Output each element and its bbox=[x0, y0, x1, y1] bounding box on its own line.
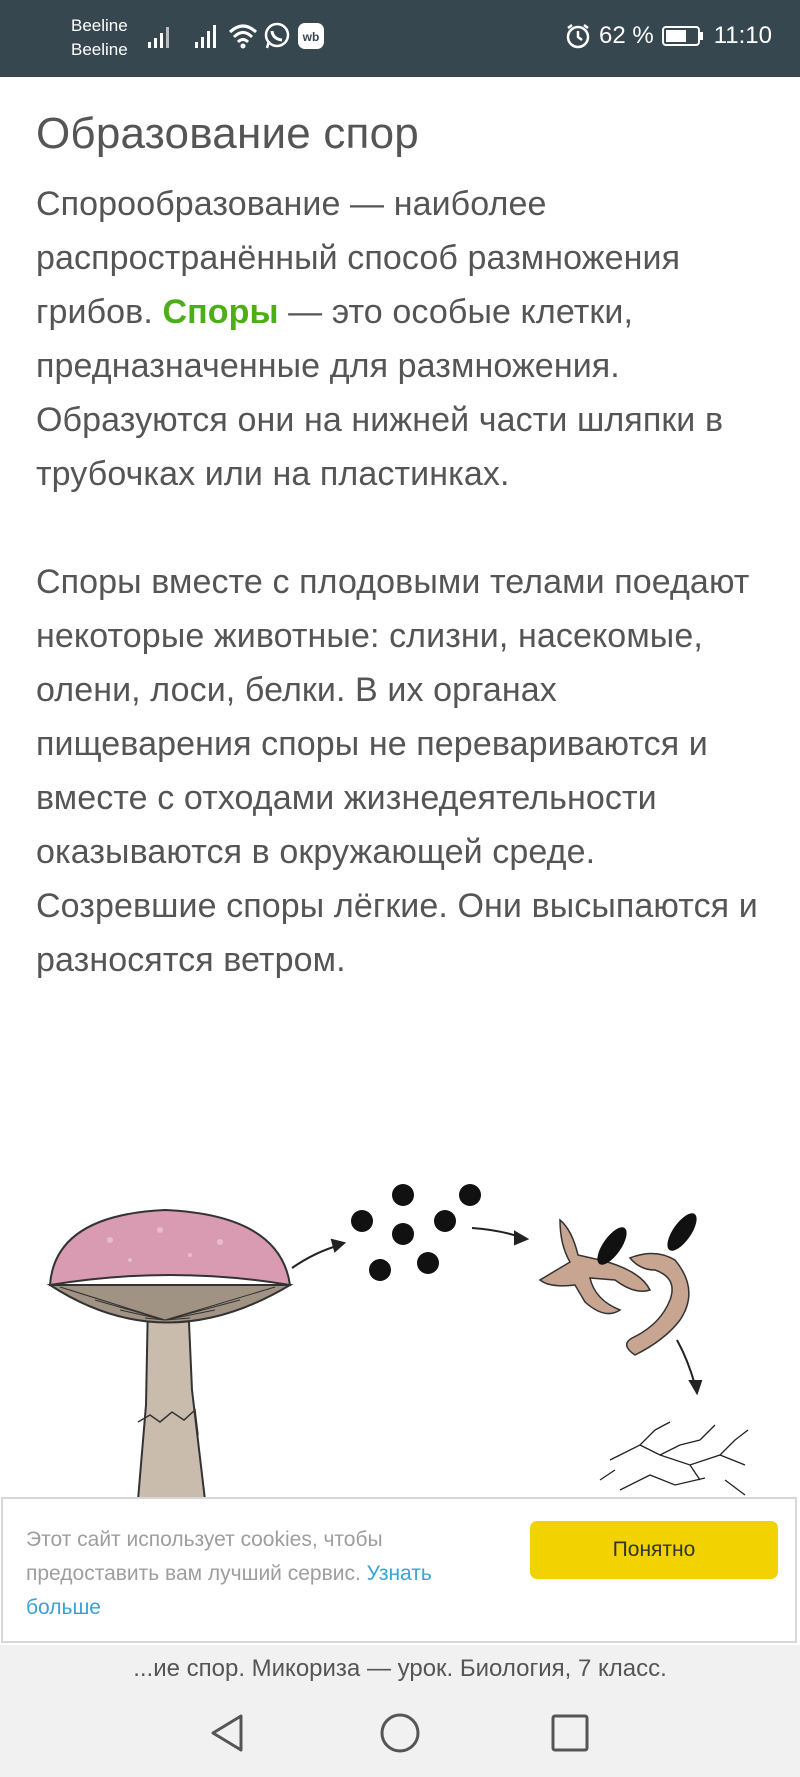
paragraph bbox=[36, 177, 766, 501]
article bbox=[36, 77, 766, 987]
cookie-text bbox=[26, 1523, 496, 1625]
wifi-icon bbox=[228, 22, 258, 50]
section-heading: Образование спор bbox=[36, 109, 419, 158]
bottom-bar bbox=[0, 1645, 800, 1777]
carrier-name: Beeline bbox=[71, 40, 128, 59]
paragraph-text: Спорообразование — наиболее распространённый способ размножения грибов. bbox=[36, 185, 681, 331]
germinating-spore-image bbox=[540, 1209, 702, 1355]
signal-icon bbox=[146, 22, 174, 50]
arrow-icon bbox=[472, 1228, 527, 1244]
spores-image bbox=[351, 1184, 481, 1281]
status-bar bbox=[0, 0, 800, 77]
whatsapp-icon bbox=[263, 22, 291, 50]
cookie-banner bbox=[1, 1497, 797, 1643]
recents-icon[interactable] bbox=[547, 1710, 593, 1756]
learn-more-link[interactable]: Узнать больше bbox=[26, 1562, 432, 1619]
back-icon[interactable] bbox=[205, 1710, 251, 1756]
battery-icon bbox=[662, 25, 706, 47]
signal-icon bbox=[193, 22, 221, 50]
home-icon[interactable] bbox=[377, 1710, 423, 1756]
paragraph-text: — это особые клетки, предназначенные для размножения. Образуются они на нижней части шляпки в трубочках или на пластинках. bbox=[36, 293, 724, 493]
mushroom-image bbox=[50, 1210, 290, 1500]
arrow-icon bbox=[292, 1240, 344, 1268]
wb-icon bbox=[297, 22, 325, 50]
alarm-icon bbox=[565, 23, 591, 49]
carrier-name: Beeline bbox=[71, 16, 128, 35]
arrow-icon bbox=[677, 1340, 701, 1393]
paragraph: Споры вместе с плодовыми телами поедают некоторые животные: слизни, насекомые, олени, лоси, белки. В их органах пищеварения споры не перевариваются и вместе с отходами жизнедеятельности оказываются в окружающей среде. Созревшие споры лёгкие. Они высыпаются и разносятся ветром. bbox=[36, 563, 758, 979]
clock: 11:10 bbox=[713, 22, 772, 49]
page-title[interactable]: ...ие спор. Микориза — урок. Биология, 7 класс. bbox=[133, 1655, 667, 1682]
svg-text:wb: wb bbox=[302, 30, 320, 44]
battery-percentage: 62 % bbox=[599, 22, 654, 49]
spore-illustration bbox=[0, 1160, 800, 1500]
mycelium-image bbox=[600, 1422, 748, 1495]
term-highlight: Споры bbox=[162, 293, 279, 331]
cookie-message: Этот сайт использует cookies, чтобы предоставить вам лучший сервис. bbox=[26, 1528, 383, 1585]
accept-cookies-button[interactable]: Понятно bbox=[530, 1521, 778, 1579]
